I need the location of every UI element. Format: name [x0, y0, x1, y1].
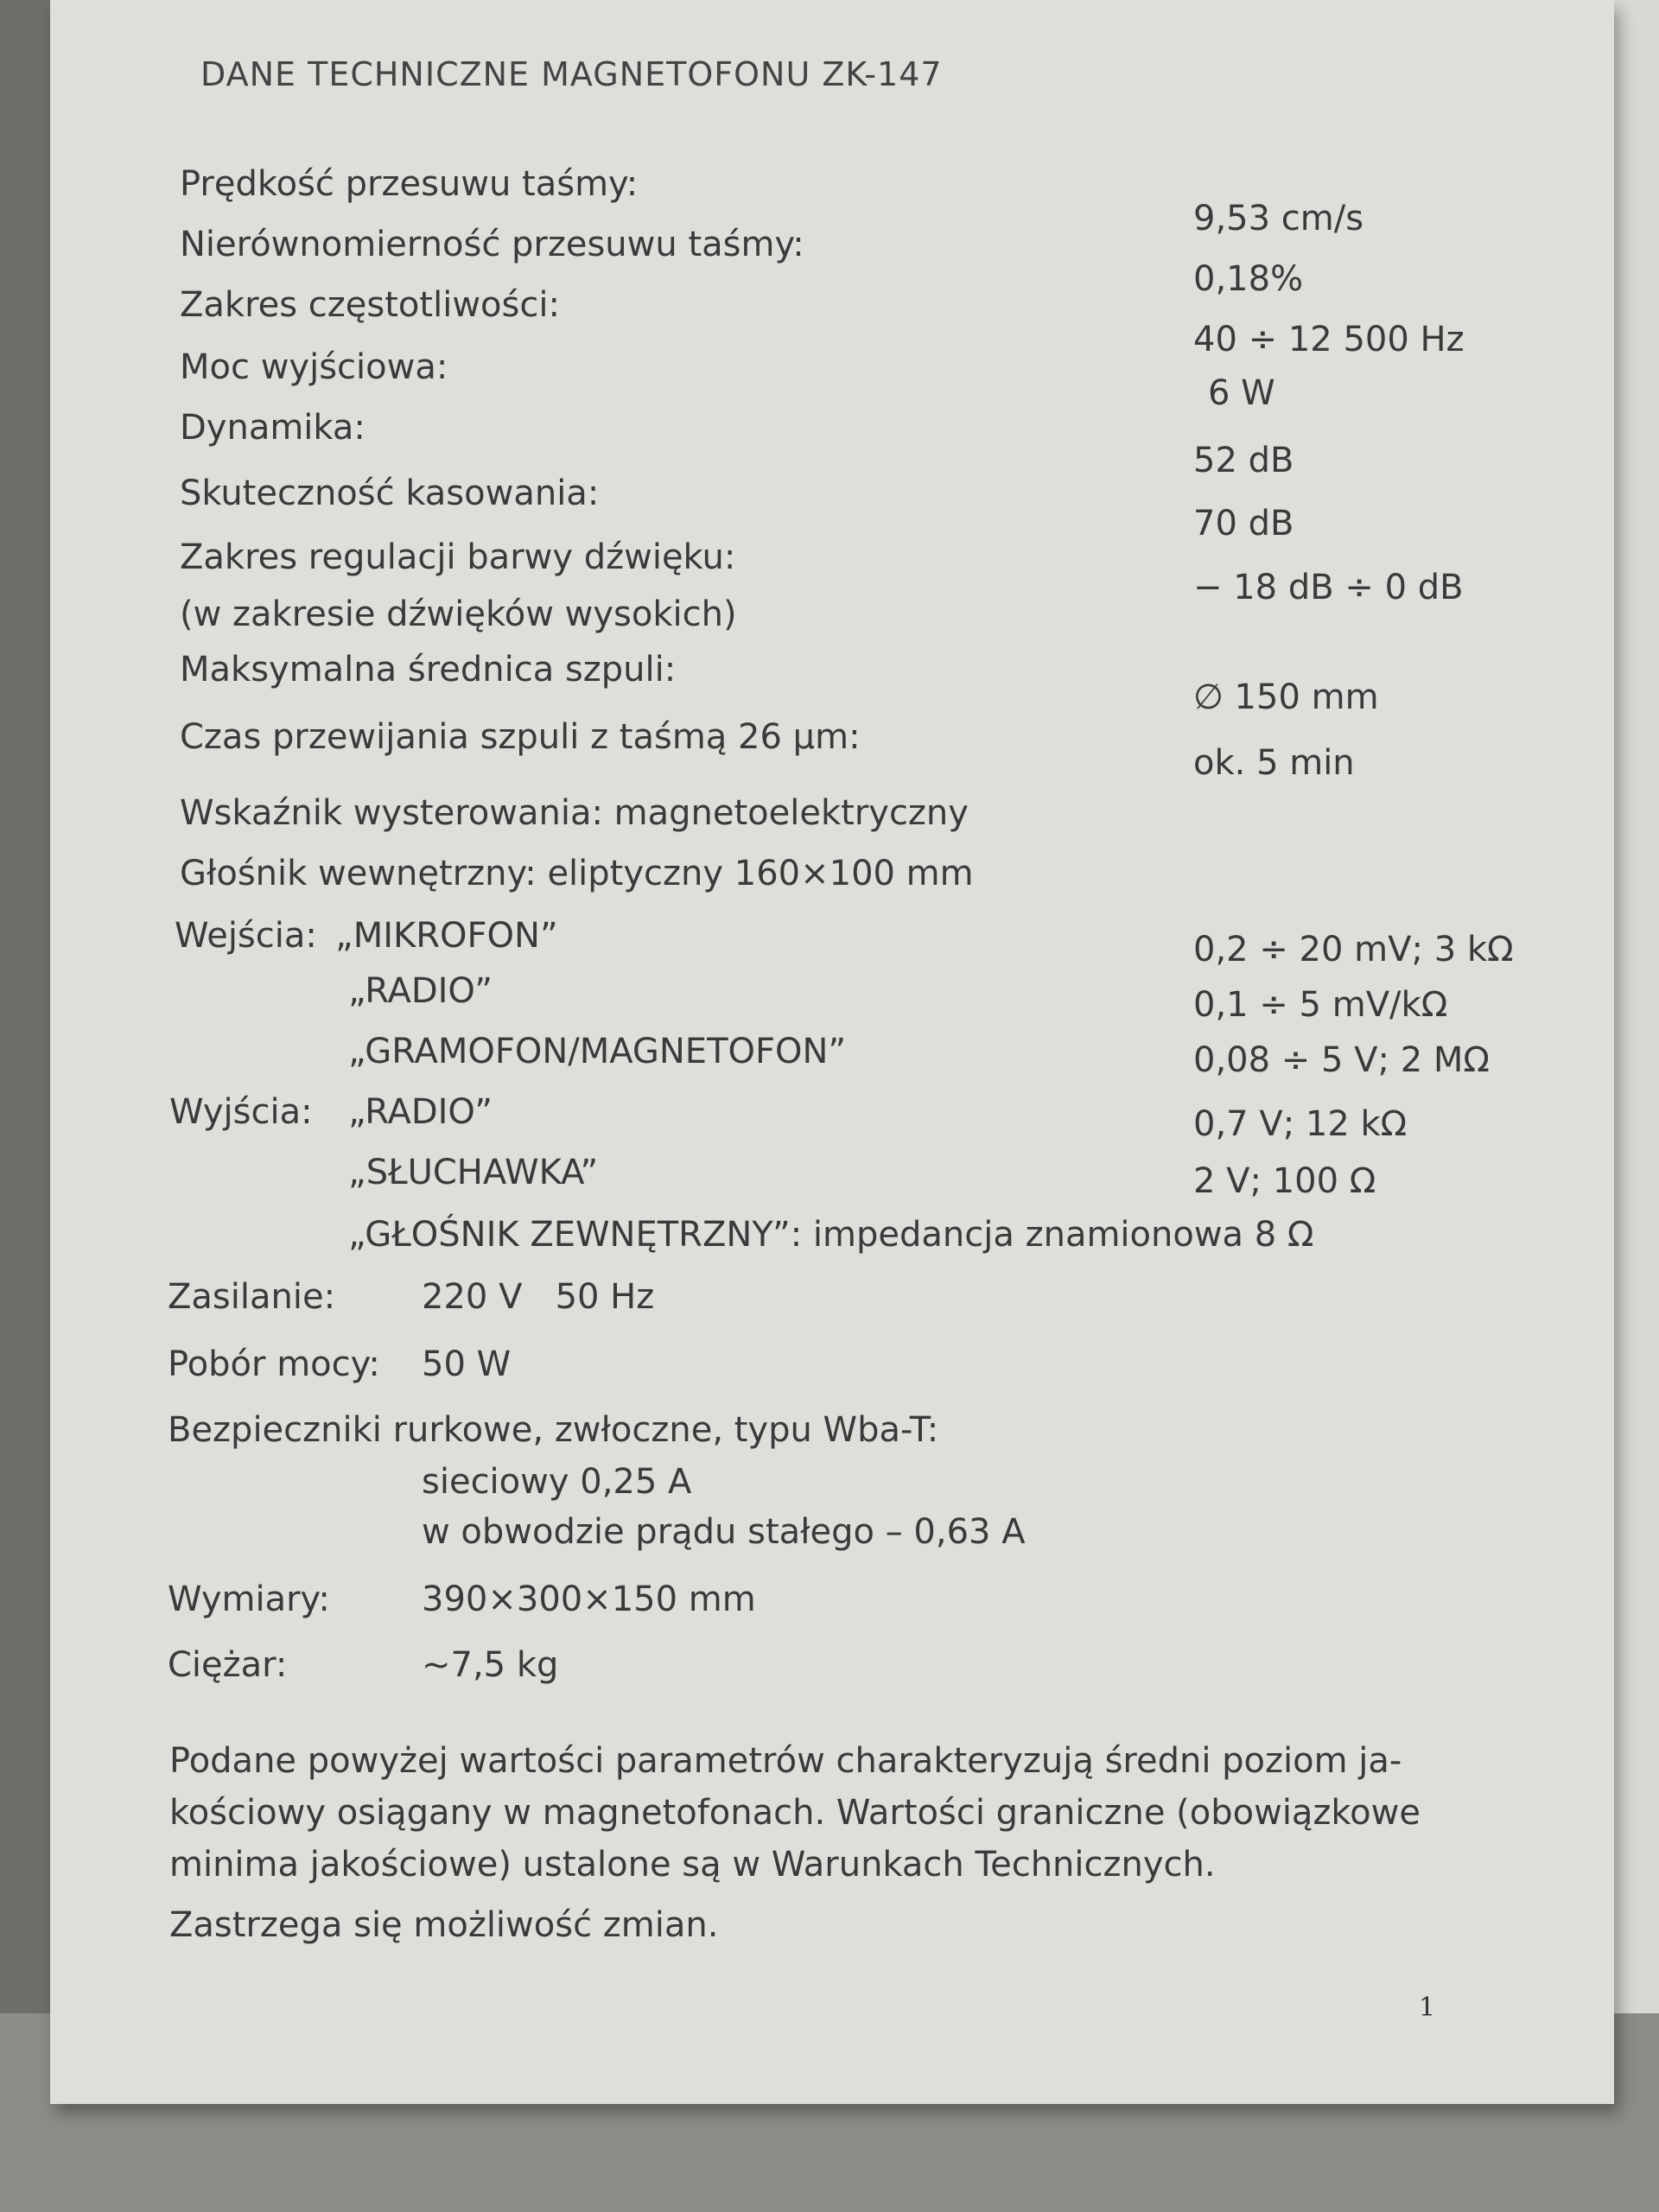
- fuse-line: w obwodzie prądu stałego – 0,63 A: [422, 1512, 1026, 1552]
- spec-value: 9,53 cm/s: [1193, 199, 1364, 238]
- spec-value: 70 dB: [1193, 504, 1294, 543]
- input-value: 0,1 ÷ 5 mV/kΩ: [1193, 985, 1448, 1025]
- spec-label: Nierównomierność przesuwu taśmy:: [180, 225, 804, 264]
- weight-value: ~7,5 kg: [422, 1645, 559, 1685]
- fuse-line: sieciowy 0,25 A: [422, 1462, 692, 1502]
- dimensions-value: 390×300×150 mm: [422, 1580, 756, 1619]
- input-name: „GRAMOFON/MAGNETOFON”: [348, 1032, 847, 1071]
- spec-label: Maksymalna średnica szpuli:: [180, 650, 677, 690]
- power-label: Zasilanie:: [168, 1277, 336, 1317]
- consumption-label: Pobór mocy:: [168, 1344, 380, 1384]
- spec-value: 52 dB: [1193, 441, 1294, 480]
- note-line: minima jakościowe) ustalone są w Warunkach Technicznych.: [169, 1845, 1216, 1885]
- spec-label: Skuteczność kasowania:: [180, 474, 600, 513]
- fuses-label: Bezpieczniki rurkowe, zwłoczne, typu Wba-T:: [168, 1410, 939, 1450]
- spec-label: Wskaźnik wysterowania: magnetoelektryczny: [180, 793, 969, 833]
- spec-value: 6 W: [1208, 373, 1275, 413]
- spec-value: ∅ 150 mm: [1193, 677, 1379, 717]
- spec-label: Prędkość przesuwu taśmy:: [180, 164, 639, 204]
- spec-value: − 18 dB ÷ 0 dB: [1193, 568, 1464, 607]
- input-name: „MIKROFON”: [335, 916, 558, 956]
- inputs-label: Wejścia:: [175, 916, 317, 956]
- output-name: „GŁOŚNIK ZEWNĘTRZNY”: impedancja znamionowa 8 Ω: [348, 1215, 1314, 1255]
- outputs-label: Wyjścia:: [169, 1092, 313, 1132]
- spec-label: Głośnik wewnętrzny: eliptyczny 160×100 mm: [180, 854, 974, 893]
- spec-label: Zakres częstotliwości:: [180, 285, 560, 325]
- note-line: kościowy osiągany w magnetofonach. Wartości graniczne (obowiązkowe: [169, 1793, 1421, 1833]
- input-value: 0,2 ÷ 20 mV; 3 kΩ: [1193, 930, 1514, 969]
- dimensions-label: Wymiary:: [168, 1580, 330, 1619]
- note-line: Podane powyżej wartości parametrów charakteryzują średni poziom ja-: [169, 1741, 1402, 1781]
- spec-value: 40 ÷ 12 500 Hz: [1193, 320, 1465, 359]
- consumption-value: 50 W: [422, 1344, 512, 1384]
- reservation-note: Zastrzega się możliwość zmian.: [169, 1905, 719, 1945]
- output-value: 2 V; 100 Ω: [1193, 1161, 1376, 1201]
- output-value: 0,7 V; 12 kΩ: [1193, 1104, 1408, 1144]
- input-name: „RADIO”: [348, 971, 493, 1011]
- spec-label: Moc wyjściowa:: [180, 347, 448, 387]
- spec-label: Czas przewijania szpuli z taśmą 26 µm:: [180, 717, 861, 757]
- input-value: 0,08 ÷ 5 V; 2 MΩ: [1193, 1040, 1490, 1080]
- page-number: 1: [1419, 1993, 1436, 2023]
- document-page: [50, 0, 1614, 2104]
- spec-label: Zakres regulacji barwy dźwięku:: [180, 537, 736, 577]
- page-title: DANE TECHNICZNE MAGNETOFONU ZK-147: [200, 55, 943, 93]
- spec-label: Dynamika:: [180, 408, 365, 448]
- spec-label-secondary: (w zakresie dźwięków wysokich): [180, 594, 737, 634]
- output-name: „SŁUCHAWKA”: [348, 1153, 599, 1192]
- spec-value: ok. 5 min: [1193, 743, 1355, 783]
- spec-value: 0,18%: [1193, 259, 1304, 299]
- weight-label: Ciężar:: [168, 1645, 288, 1685]
- power-value: 220 V 50 Hz: [422, 1277, 655, 1317]
- note-paragraph: [169, 1735, 1500, 1891]
- output-name: „RADIO”: [348, 1092, 493, 1132]
